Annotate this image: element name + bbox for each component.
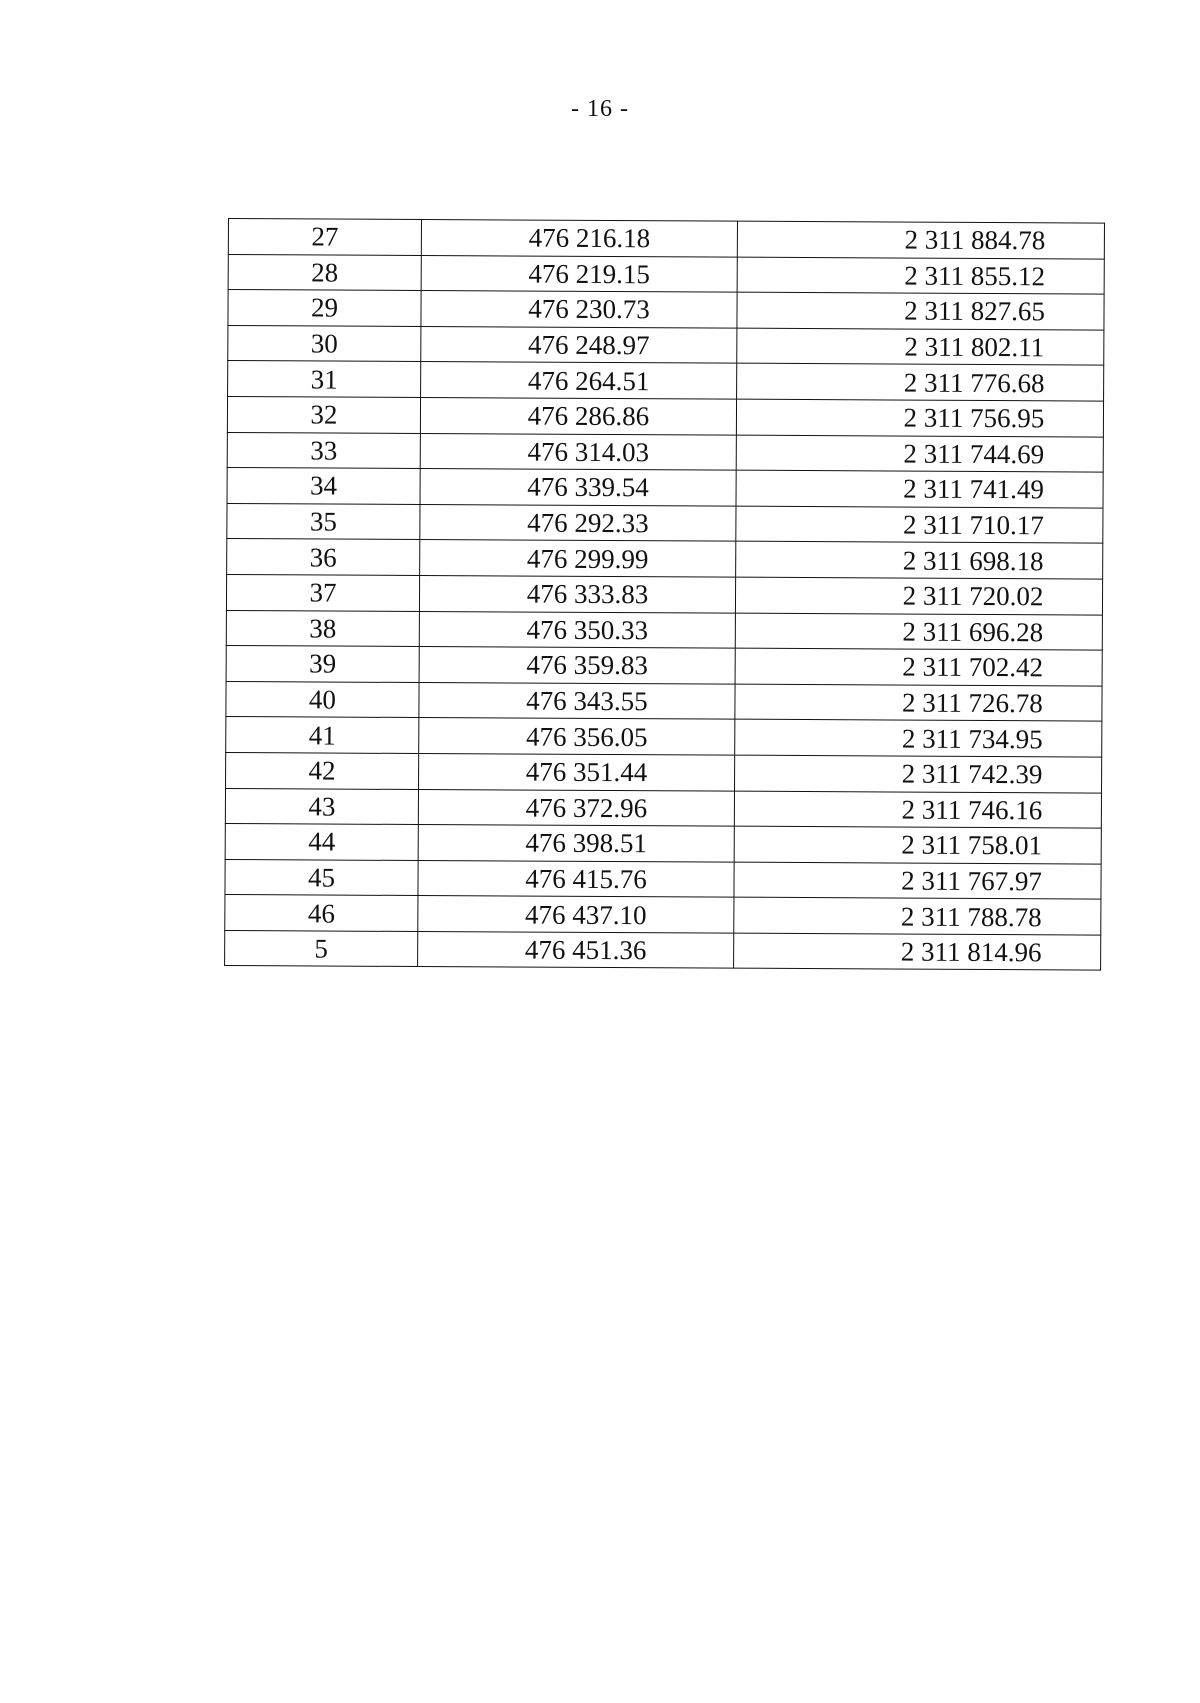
point-number-cell: 5 bbox=[225, 930, 418, 967]
y-coordinate-cell: 2 311 696.28 bbox=[735, 613, 1102, 651]
y-coordinate-cell: 2 311 756.95 bbox=[736, 399, 1103, 437]
x-coordinate-cell: 476 216.18 bbox=[421, 220, 737, 257]
y-coordinate-cell: 2 311 746.16 bbox=[734, 791, 1101, 829]
table-row bbox=[228, 361, 1104, 401]
y-coordinate-cell: 2 311 767.97 bbox=[734, 862, 1101, 900]
table-row bbox=[228, 290, 1104, 330]
x-coordinate-cell: 476 333.83 bbox=[419, 575, 735, 612]
point-number-cell: 33 bbox=[227, 432, 420, 469]
table-row bbox=[226, 717, 1102, 757]
y-coordinate-cell: 2 311 776.68 bbox=[737, 364, 1104, 402]
y-coordinate-cell: 2 311 744.69 bbox=[736, 435, 1103, 473]
y-coordinate-cell: 2 311 742.39 bbox=[735, 755, 1102, 793]
x-coordinate-cell: 476 351.44 bbox=[419, 753, 735, 790]
y-coordinate-cell: 2 311 734.95 bbox=[735, 719, 1102, 757]
page-number: - 16 - bbox=[571, 96, 629, 122]
table-row bbox=[226, 752, 1102, 792]
x-coordinate-cell: 476 314.03 bbox=[420, 433, 736, 470]
x-coordinate-cell: 476 230.73 bbox=[421, 291, 737, 328]
x-coordinate-cell: 476 299.99 bbox=[420, 540, 736, 577]
point-number-cell: 30 bbox=[228, 325, 421, 362]
table-row bbox=[226, 681, 1102, 721]
point-number-cell: 28 bbox=[228, 254, 421, 291]
y-coordinate-cell: 2 311 758.01 bbox=[734, 826, 1101, 864]
x-coordinate-cell: 476 264.51 bbox=[421, 362, 737, 399]
point-number-cell: 36 bbox=[227, 539, 420, 576]
x-coordinate-cell: 476 286.86 bbox=[420, 397, 736, 434]
point-number-cell: 27 bbox=[228, 219, 421, 256]
y-coordinate-cell: 2 311 702.42 bbox=[735, 648, 1102, 686]
table-row bbox=[227, 539, 1103, 579]
point-number-cell: 39 bbox=[226, 646, 419, 683]
point-number-cell: 44 bbox=[225, 824, 418, 861]
y-coordinate-cell: 2 311 814.96 bbox=[734, 933, 1101, 971]
y-coordinate-cell: 2 311 855.12 bbox=[737, 257, 1104, 295]
point-number-cell: 32 bbox=[227, 396, 420, 433]
table-row bbox=[225, 930, 1101, 970]
point-number-cell: 37 bbox=[226, 574, 419, 611]
table-row bbox=[225, 824, 1101, 864]
point-number-cell: 31 bbox=[228, 361, 421, 398]
table-row bbox=[227, 432, 1103, 472]
table-row bbox=[228, 325, 1104, 365]
table-row bbox=[227, 396, 1103, 436]
x-coordinate-cell: 476 248.97 bbox=[421, 326, 737, 363]
table-row bbox=[225, 895, 1101, 935]
point-number-cell: 42 bbox=[226, 752, 419, 789]
x-coordinate-cell: 476 339.54 bbox=[420, 469, 736, 506]
y-coordinate-cell: 2 311 710.17 bbox=[736, 506, 1103, 544]
x-coordinate-cell: 476 292.33 bbox=[420, 504, 736, 541]
point-number-cell: 41 bbox=[226, 717, 419, 754]
table-row bbox=[225, 788, 1101, 828]
y-coordinate-cell: 2 311 884.78 bbox=[737, 221, 1104, 259]
point-number-cell: 29 bbox=[228, 290, 421, 327]
point-number-cell: 46 bbox=[225, 895, 418, 932]
table-row bbox=[226, 646, 1102, 686]
x-coordinate-cell: 476 356.05 bbox=[419, 718, 735, 755]
x-coordinate-cell: 476 415.76 bbox=[418, 860, 734, 897]
x-coordinate-cell: 476 372.96 bbox=[418, 789, 734, 826]
point-number-cell: 35 bbox=[227, 503, 420, 540]
y-coordinate-cell: 2 311 788.78 bbox=[734, 897, 1101, 935]
y-coordinate-cell: 2 311 741.49 bbox=[736, 470, 1103, 508]
x-coordinate-cell: 476 359.83 bbox=[419, 647, 735, 684]
x-coordinate-cell: 476 398.51 bbox=[418, 825, 734, 862]
y-coordinate-cell: 2 311 827.65 bbox=[737, 292, 1104, 330]
x-coordinate-cell: 476 451.36 bbox=[418, 931, 734, 968]
point-number-cell: 43 bbox=[225, 788, 418, 825]
table-row bbox=[228, 254, 1104, 294]
table-row bbox=[227, 468, 1103, 508]
point-number-cell: 34 bbox=[227, 468, 420, 505]
y-coordinate-cell: 2 311 802.11 bbox=[737, 328, 1104, 366]
x-coordinate-cell: 476 350.33 bbox=[419, 611, 735, 648]
point-number-cell: 38 bbox=[226, 610, 419, 647]
point-number-cell: 45 bbox=[225, 859, 418, 896]
y-coordinate-cell: 2 311 698.18 bbox=[736, 542, 1103, 580]
coordinates-table bbox=[224, 218, 1105, 971]
point-number-cell: 40 bbox=[226, 681, 419, 718]
coordinates-table-container bbox=[224, 218, 1104, 971]
x-coordinate-cell: 476 437.10 bbox=[418, 896, 734, 933]
y-coordinate-cell: 2 311 720.02 bbox=[735, 577, 1102, 615]
y-coordinate-cell: 2 311 726.78 bbox=[735, 684, 1102, 722]
table-row bbox=[226, 574, 1102, 614]
table-row bbox=[226, 610, 1102, 650]
table-row bbox=[225, 859, 1101, 899]
table-row bbox=[228, 219, 1104, 259]
x-coordinate-cell: 476 343.55 bbox=[419, 682, 735, 719]
table-row bbox=[227, 503, 1103, 543]
coordinates-table-body bbox=[225, 219, 1105, 971]
x-coordinate-cell: 476 219.15 bbox=[421, 255, 737, 292]
